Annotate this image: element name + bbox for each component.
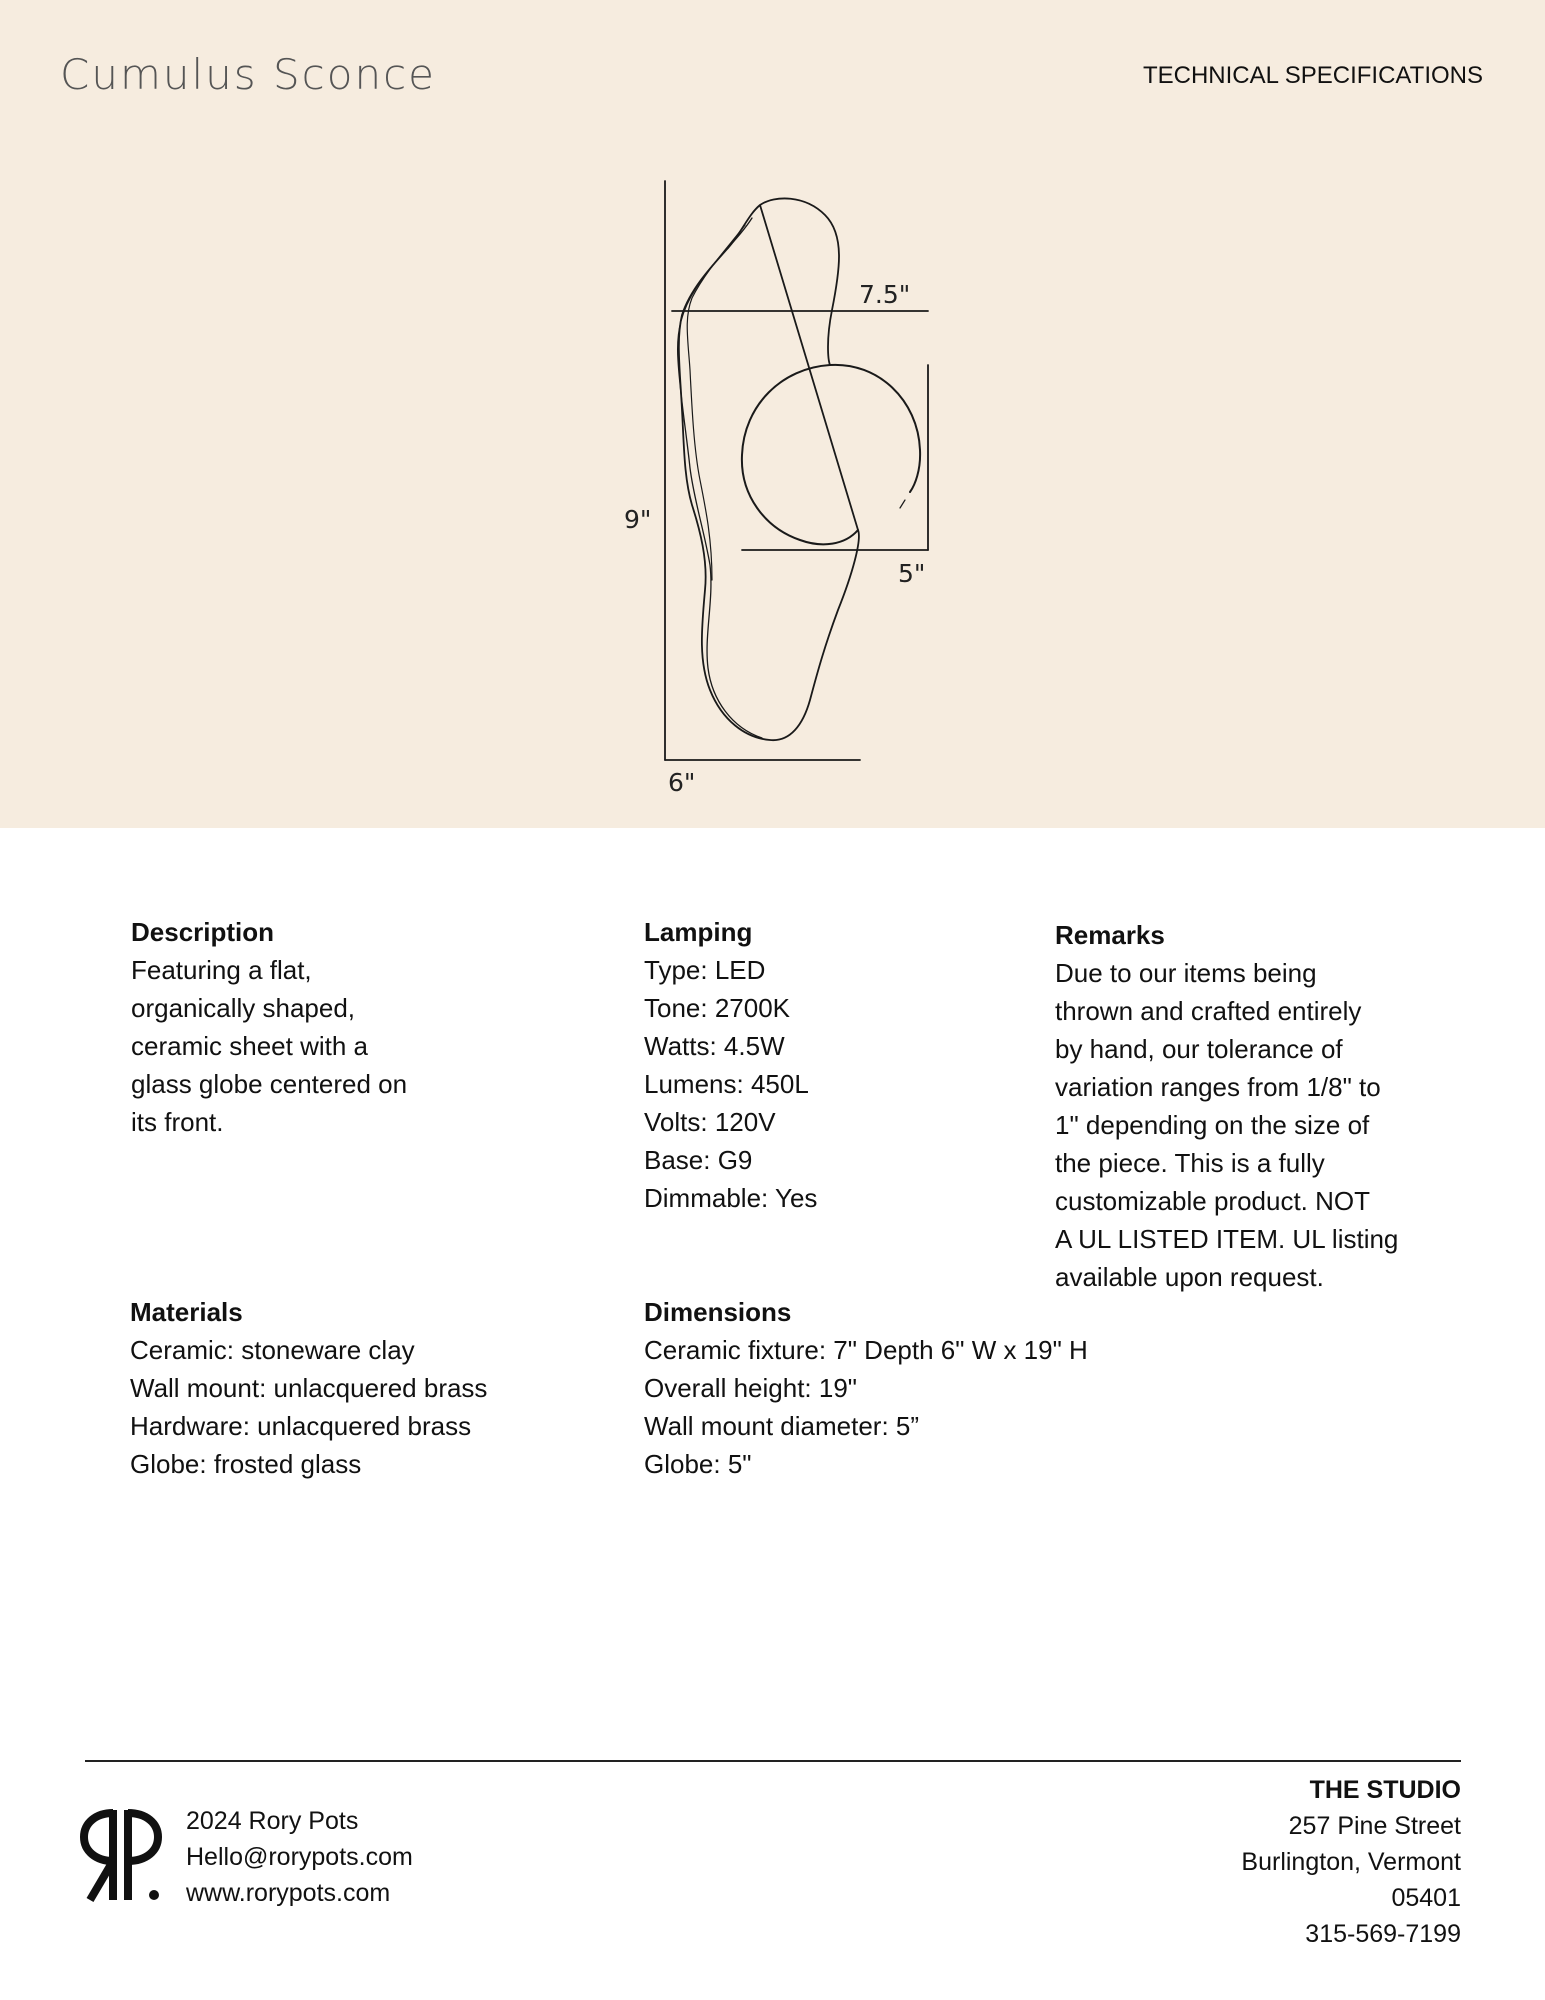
studio-phone: 315-569-7199 — [1305, 1920, 1461, 1948]
lamping-heading: Lamping — [644, 917, 753, 947]
ceramic-sheet-sketch-stroke — [687, 225, 745, 580]
materials-line: Wall mount: unlacquered brass — [130, 1373, 488, 1403]
studio-city: Burlington, Vermont — [1241, 1848, 1461, 1876]
lamping-line: Volts: 120V — [644, 1107, 776, 1137]
footer-studio-address — [1241, 1772, 1461, 1952]
footer-copyright: 2024 Rory Pots — [186, 1807, 359, 1835]
materials-line: Ceramic: stoneware clay — [130, 1335, 415, 1365]
description-line: organically shaped, — [131, 993, 356, 1023]
globe-label: 5" — [898, 559, 926, 588]
dimensions-line: Globe: 5" — [644, 1449, 752, 1479]
description-section — [131, 913, 471, 1141]
studio-zip: 05401 — [1391, 1884, 1461, 1912]
remarks-line: by hand, our tolerance of — [1055, 1034, 1343, 1064]
description-heading: Description — [131, 917, 275, 947]
materials-line: Hardware: unlacquered brass — [130, 1411, 472, 1441]
glass-globe-outline — [742, 365, 920, 544]
remarks-line: variation ranges from 1/8" to — [1055, 1072, 1381, 1102]
studio-street: 257 Pine Street — [1288, 1812, 1461, 1840]
dimensions-section — [644, 1293, 1204, 1483]
materials-line: Globe: frosted glass — [130, 1449, 362, 1479]
lamping-section — [644, 913, 984, 1217]
lamping-line: Watts: 4.5W — [644, 1031, 785, 1061]
description-line: glass globe centered on — [131, 1069, 408, 1099]
dimensions-line: Ceramic fixture: 7" Depth 6" W x 19" H — [644, 1335, 1088, 1365]
footer-divider — [85, 1760, 1461, 1762]
height-label: 9" — [624, 505, 652, 534]
spec-heading: TECHNICAL SPECIFICATIONS — [1142, 62, 1483, 89]
rp-logo-icon — [78, 1805, 168, 1905]
remarks-line: 1" depending on the size of — [1055, 1110, 1370, 1140]
product-title: Cumulus Sconce — [60, 50, 436, 99]
remarks-heading: Remarks — [1055, 920, 1165, 950]
materials-section — [130, 1293, 550, 1483]
dimensions-line: Wall mount diameter: 5” — [644, 1411, 920, 1441]
lamping-line: Tone: 2700K — [644, 993, 791, 1023]
description-line: its front. — [131, 1107, 224, 1137]
remarks-line: the piece. This is a fully — [1055, 1148, 1325, 1178]
description-line: Featuring a flat, — [131, 955, 312, 985]
lamping-line: Dimmable: Yes — [644, 1183, 818, 1213]
sconce-drawing — [0, 0, 1545, 828]
materials-heading: Materials — [130, 1297, 243, 1327]
remarks-line: A UL LISTED ITEM. UL listing — [1055, 1224, 1399, 1254]
lamping-line: Base: G9 — [644, 1145, 753, 1175]
footer-email-link[interactable]: Hello@rorypots.com — [186, 1843, 413, 1871]
remarks-line: thrown and crafted entirely — [1055, 996, 1362, 1026]
studio-title: THE STUDIO — [1309, 1776, 1461, 1804]
remarks-line: Due to our items being — [1055, 958, 1317, 988]
remarks-line: available upon request. — [1055, 1262, 1324, 1292]
dimensions-heading: Dimensions — [644, 1297, 792, 1327]
depth-label: 6" — [668, 768, 696, 797]
lamping-line: Type: LED — [644, 955, 766, 985]
footer-contact — [186, 1803, 413, 1911]
dimensions-line: Overall height: 19" — [644, 1373, 858, 1403]
globe-sketch-mark — [900, 500, 905, 508]
ceramic-sheet-outline — [679, 198, 859, 740]
remarks-section — [1055, 916, 1435, 1296]
footer-website-link[interactable]: www.rorypots.com — [186, 1879, 391, 1907]
width-label: 7.5" — [859, 280, 911, 309]
lamping-line: Lumens: 450L — [644, 1069, 809, 1099]
remarks-line: customizable product. NOT — [1055, 1186, 1371, 1216]
description-line: ceramic sheet with a — [131, 1031, 368, 1061]
